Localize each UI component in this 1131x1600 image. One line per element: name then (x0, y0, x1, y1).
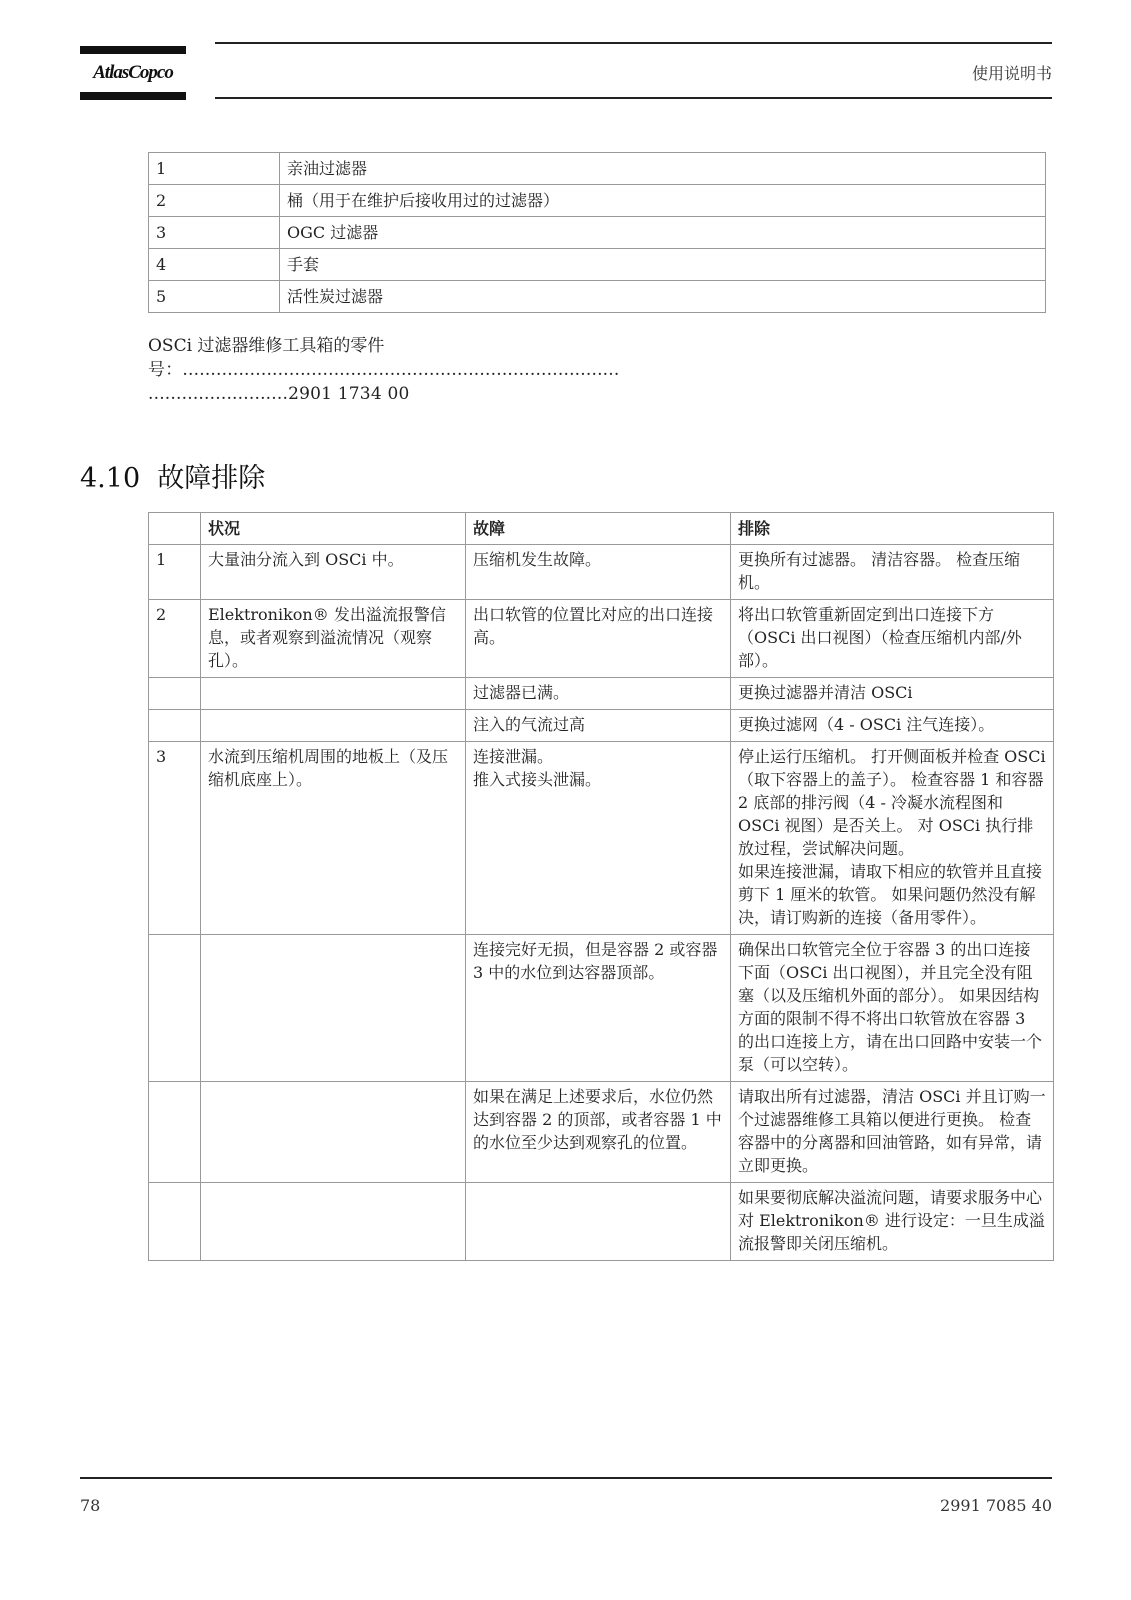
kit-part-number-line (148, 382, 1048, 406)
part-number-cell: 1 (149, 153, 280, 185)
troubleshooting-table (148, 512, 1054, 1261)
fault-cell: 连接泄漏。 推入式接头泄漏。 (466, 742, 731, 935)
table-row (149, 545, 1054, 600)
fault-cell: 过滤器已满。 (466, 678, 731, 710)
remedy-cell: 请取出所有过滤器，清洁 OSCi 并且订购一个过滤器维修工具箱以便进行更换。 检查容器中的分离器和回油管路，如有异常，请立即更换。 (731, 1082, 1054, 1183)
fault-cell: 压缩机发生故障。 (466, 545, 731, 600)
section-heading: 故障排除 (157, 463, 266, 494)
remedy-cell: 更换过滤网（4 - OSCi 注气连接）。 (731, 710, 1054, 742)
kit-label: OSCi 过滤器维修工具箱的零件 (148, 336, 385, 356)
page-number: 78 (80, 1496, 101, 1515)
header-fault: 故障 (466, 513, 731, 545)
part-number-cell: 3 (149, 217, 280, 249)
row-number-cell: 3 (149, 742, 201, 935)
condition-cell: 水流到压缩机周围的地板上（及压缩机底座上）。 (201, 742, 466, 935)
part-name-cell: OGC 过滤器 (280, 217, 1046, 249)
table-row (149, 710, 1054, 742)
table-row (149, 678, 1054, 710)
remedy-cell: 确保出口软管完全位于容器 3 的出口连接下面（OSCi 出口视图），并且完全没有阻塞（以及压缩机外面的部分）。 如果因结构方面的限制不得不将出口软管放在容器 3 的出口连接上方，请在出口回路中安装一个泵（可以空转）。 (731, 935, 1054, 1082)
table-row (149, 935, 1054, 1082)
row-number-cell (149, 710, 201, 742)
remedy-cell: 将出口软管重新固定到出口连接下方（OSCi 出口视图）（检查压缩机内部/外部）。 (731, 600, 1054, 678)
kit-part-number: 2901 1734 00 (288, 384, 410, 404)
table-row (149, 1183, 1054, 1261)
troubleshooting-body (149, 545, 1054, 1261)
row-number-cell (149, 1183, 201, 1261)
part-name-cell: 亲油过滤器 (280, 153, 1046, 185)
part-number-cell: 5 (149, 281, 280, 313)
section-title (80, 456, 265, 495)
logo-wordmark: AtlasCopco (93, 62, 173, 83)
part-name-cell: 活性炭过滤器 (280, 281, 1046, 313)
condition-cell (201, 678, 466, 710)
logo-bar-top (80, 46, 186, 54)
document-type: 使用说明书 (971, 64, 1052, 83)
parts-table (148, 152, 1046, 313)
row-number-cell (149, 935, 201, 1082)
condition-cell: Elektronikon® 发出溢流报警信息，或者观察到溢流情况（观察孔）。 (201, 600, 466, 678)
part-name-cell: 手套 (280, 249, 1046, 281)
header-rule-bottom (215, 97, 1052, 99)
table-header-row (149, 513, 1054, 545)
table-row (149, 153, 1046, 185)
part-name-cell: 桶（用于在维护后接收用过的过滤器） (280, 185, 1046, 217)
fault-cell: 连接完好无损，但是容器 2 或容器 3 中的水位到达容器顶部。 (466, 935, 731, 1082)
condition-cell: 大量油分流入到 OSCi 中。 (201, 545, 466, 600)
fault-cell: 出口软管的位置比对应的出口连接高。 (466, 600, 731, 678)
fault-cell (466, 1183, 731, 1261)
table-row (149, 600, 1054, 678)
section-number: 4.10 (80, 463, 141, 494)
kit-label-leader: 号：.............................................................................. (148, 360, 620, 380)
row-number-cell: 2 (149, 600, 201, 678)
table-row (149, 1082, 1054, 1183)
header-remedy: 排除 (731, 513, 1054, 545)
fault-cell: 注入的气流过高 (466, 710, 731, 742)
document-number: 2991 7085 40 (940, 1496, 1052, 1515)
table-row (149, 742, 1054, 935)
row-number-cell (149, 1082, 201, 1183)
header-number (149, 513, 201, 545)
condition-cell (201, 1082, 466, 1183)
remedy-cell: 停止运行压缩机。 打开侧面板并检查 OSCi（取下容器上的盖子）。 检查容器 1 和容器 2 底部的排污阀（4 - 冷凝水流程图和 OSCi 视图）是否关上。 对 OSCi 执行排放过程，尝试解决问题。 如果连接泄漏，请取下相应的软管并且直接剪下 1 厘米的软管。 如果问题仍然没有解决，请订购新的连接（备用零件）。 (731, 742, 1054, 935)
part-number-cell: 4 (149, 249, 280, 281)
footer-rule (80, 1477, 1052, 1479)
table-row (149, 185, 1046, 217)
condition-cell (201, 935, 466, 1082)
logo-bar-bottom (80, 92, 186, 100)
table-row (149, 281, 1046, 313)
atlas-copco-logo (80, 46, 186, 100)
remedy-cell: 更换所有过滤器。 清洁容器。 检查压缩机。 (731, 545, 1054, 600)
row-number-cell (149, 678, 201, 710)
service-kit-part-number (148, 334, 1048, 406)
row-number-cell: 1 (149, 545, 201, 600)
part-number-cell: 2 (149, 185, 280, 217)
remedy-cell: 更换过滤器并清洁 OSCi (731, 678, 1054, 710)
kit-leader-dots: ......................... (148, 384, 289, 404)
condition-cell (201, 1183, 466, 1261)
table-row (149, 249, 1046, 281)
table-row (149, 217, 1046, 249)
header-condition: 状况 (201, 513, 466, 545)
remedy-cell: 如果要彻底解决溢流问题，请要求服务中心对 Elektronikon® 进行设定：一旦生成溢流报警即关闭压缩机。 (731, 1183, 1054, 1261)
condition-cell (201, 710, 466, 742)
fault-cell: 如果在满足上述要求后，水位仍然达到容器 2 的顶部，或者容器 1 中的水位至少达到观察孔的位置。 (466, 1082, 731, 1183)
header-rule-top (215, 42, 1052, 44)
